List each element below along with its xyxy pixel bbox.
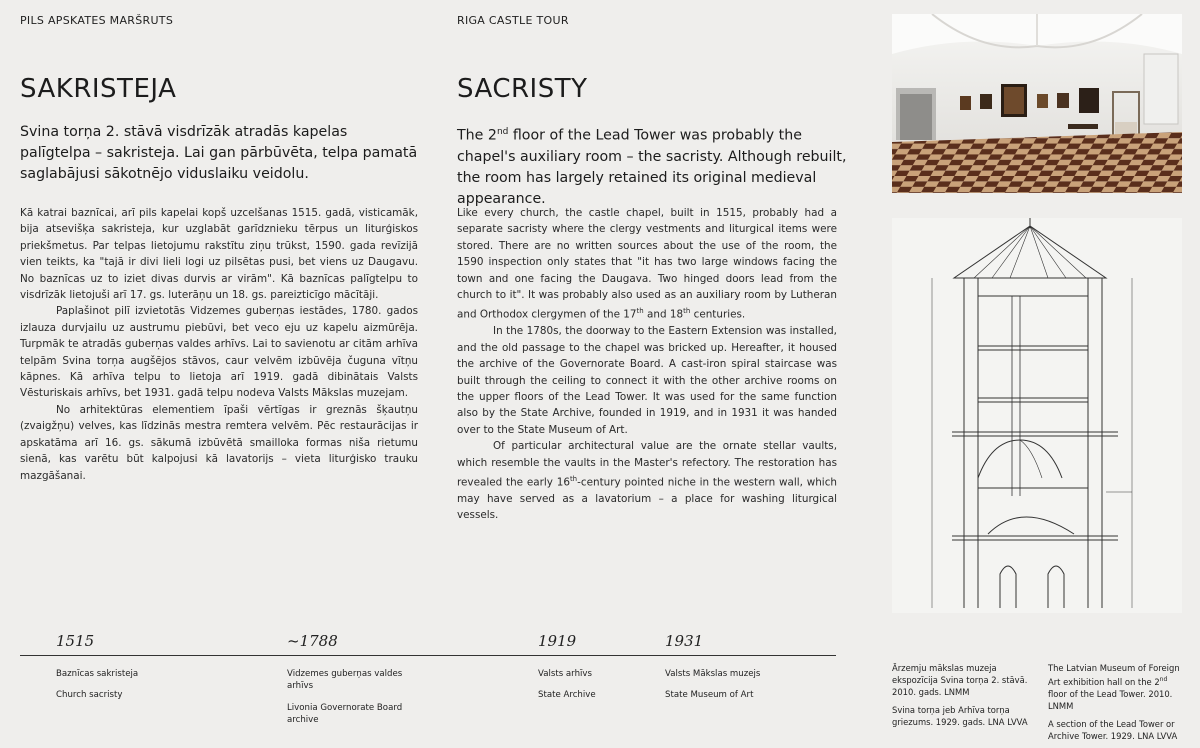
museum-hall-illustration [892, 14, 1182, 193]
caption-latvian [892, 662, 1032, 728]
timeline-entry-lv: Vidzemes guberņas valdes arhīvs [287, 669, 403, 692]
lead-en-post: floor of the Lead Tower was probably the chapel's auxiliary room – the sacristy. Although rebuilt, the room has largely retained its original medieval appearance. [457, 127, 847, 207]
paragraph-en-3 [457, 438, 837, 524]
timeline-entry-1919 [538, 668, 648, 702]
timeline-entry-lv: Valsts arhīvs [538, 669, 592, 679]
timeline-entry-lv: Valsts Mākslas muzejs [665, 669, 761, 679]
paragraph-lv-3: No arhitektūras elementiem īpaši vērtīgas ir greznās šķautņu (zvaigžņu) velves, kas līdzinās mestra remtera velvēm. Pēc restaurācijas ir apskatāma arī 16. gs. sākumā izbūvētā smailloka formas niša rietumu sienā, kas varētu būt kalpojusi kā lavatorijs – vieta liturģisko trauku mazgāšanai. [20, 403, 418, 482]
timeline-entry-1788 [287, 668, 417, 727]
caption-english [1048, 662, 1188, 742]
timeline-entry-1515 [56, 668, 226, 702]
p1-sup2: th [683, 307, 691, 316]
paragraph-en-2: In the 1780s, the doorway to the Eastern Extension was installed, and the old passage to the chapel was bricked up. Hereafter, it housed the archive of the Governorate Board. A cast-iron spiral staircase was built through the ceiling to connect it with the other archive rooms on the upper floors of the Lead Tower. It was used for the same function also by the State Archive, founded in 1919, and in 1931 it was handed over to the State Museum of Art. [457, 325, 837, 436]
timeline-entry-1931 [665, 668, 825, 702]
caption-en-photo-sup: nd [1159, 676, 1168, 684]
lead-latvian: Svina torņa 2. stāvā visdrīzāk atradās kapelas palīgtelpa – sakristeja. Lai gan pārbūvēta, telpa pamatā saglabājusi sākotnējo viduslaiku veidolu. [20, 124, 418, 182]
lead-english [457, 122, 857, 210]
caption-en-photo-b: floor of the Lead Tower. 2010. LNMM [1048, 689, 1173, 712]
p1-b: and 18 [643, 308, 684, 321]
museum-hall-photo [892, 14, 1182, 193]
caption-lv-photo: Ārzemju mākslas muzeja ekspozīcija Svina torņa 2. stāvā. 2010. gads. LNMM [892, 663, 1028, 698]
timeline-entry-en: State Archive [538, 690, 596, 701]
tower-section-illustration [892, 218, 1182, 613]
body-latvian [20, 205, 418, 484]
body-english [457, 205, 837, 524]
timeline-year-1515: 1515 [56, 632, 95, 650]
paragraph-lv-2: Paplašinot pilī izvietotās Vidzemes guberņas iestādes, 1780. gados izlauza durvjailu uz austrumu piebūvi, bet veco eju uz kapelu aizmūrēja. Turpmāk te atradās guberņas valdes arhīvs. Lai to savienotu ar citām arhīva telpām Svina torņa augšējos stāvos, caur velvēm izbūvēja čuguna vītņu kāpnes. Kā arhīva telpu to lietoja arī 1919. gadā dibinātais Valsts Vēsturiskais arhīvs, bet 1931. gadā telpu nodeva Valsts Mākslas muzejam. [20, 305, 418, 400]
lead-en-sup: nd [496, 127, 509, 137]
timeline-year-1931: 1931 [665, 632, 704, 650]
p3-b: -century pointed niche in the western wall, which may have served as a lavatorium – a place for washing liturgical vessels. [457, 476, 837, 522]
lead-en-pre: The 2 [457, 127, 497, 144]
title-english: SACRISTY [457, 74, 588, 104]
timeline-entry-en: Church sacristy [56, 690, 123, 701]
timeline-entry-en: Livonia Governorate Board archive [287, 702, 403, 726]
timeline-axis [20, 655, 836, 656]
p3-a: Of particular architectural value are the ornate stellar vaults, which resemble the vaults in the Master's refectory. The restoration has revealed the early 16 [457, 440, 837, 489]
tower-section-drawing [892, 218, 1182, 613]
caption-en-photo [1048, 663, 1180, 711]
caption-en-drawing: A section of the Lead Tower or Archive Tower. 1929. LNA LVVA [1048, 718, 1178, 741]
header-latvian: PILS APSKATES MARŠRUTS [20, 14, 174, 27]
caption-lv-drawing: Svina torņa jeb Arhīva torņa griezums. 1929. gads. LNA LVVA [892, 704, 1028, 727]
p1-sup1: th [636, 307, 644, 316]
timeline-year-1919: 1919 [538, 632, 577, 650]
caption-en-photo-a: The Latvian Museum of Foreign Art exhibition hall on the 2 [1048, 663, 1180, 687]
title-latvian: SAKRISTEJA [20, 74, 177, 104]
timeline-entry-en: State Museum of Art [665, 690, 754, 701]
timeline-year-1788: ~1788 [287, 632, 338, 650]
header-english: RIGA CASTLE TOUR [457, 14, 569, 27]
p1-c: centuries. [690, 308, 746, 321]
paragraph-lv-1: Kā katrai baznīcai, arī pils kapelai kopš uzcelšanas 1515. gadā, visticamāk, bija atsevišķa sakristeja, kur uzglabāt garīdznieku tērpus un liturģiskos priekšmetus. Par telpas lietojumu rakstītu ziņu trūkst, 1590. gada revīzijā vien teikts, ka "tajā ir divi lieli logi uz pilsētas pusi, bet viens uz Daugavu. No baznīcas uz to iziet divas durvis ar virām". Kā baznīcas palīgtelpu to visdrīzāk lietojuši arī 17. gs. luterāņu un 18. gs. pareizticīgo mācītāji. [20, 207, 418, 302]
timeline-entry-lv: Baznīcas sakristeja [56, 669, 139, 679]
p3-sup: th [569, 474, 578, 483]
p1-a: Like every church, the castle chapel, built in 1515, probably had a separate sacristy where the clergy vestments and liturgical items were stored. There are no written sources about the use of the room, the 1590 inspection only states that "it has two large windows facing the town and one facing the Daugava. Two hinged doors lead from the church to it". It was probably also used as an auxiliary room by Lutheran and Orthodox clergymen of the 17 [457, 207, 837, 321]
paragraph-en-1 [457, 205, 837, 323]
